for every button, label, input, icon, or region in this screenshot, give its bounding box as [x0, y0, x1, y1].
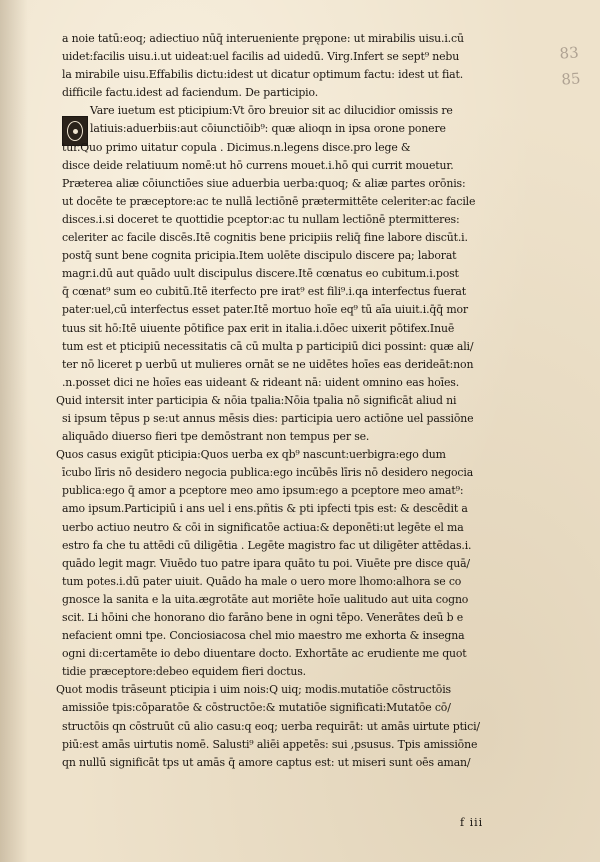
- text-line: uidet:facilis uisu.i.ut uideat:uel facilis ad uidedū. Virg.Infert se sept⁹ nebu: [62, 50, 460, 64]
- text-line: Quid intersit inter participia & nōia tpalia:Nōia tpalia nō significāt aliud ni: [56, 393, 457, 407]
- text-line: tidie præceptore:debeo equidem fieri doctus.: [62, 665, 306, 679]
- text-line: la mirabile uisu.Effabilis dictu:idest ut dicatur optimum factu: idest ut fiat.: [62, 68, 464, 82]
- text-line: Præterea aliæ cōiunctiōes siue aduerbia uerba:quoq; & aliæ partes orōnis:: [62, 176, 466, 190]
- text-line: disces.i.si doceret te quottidie pceptor:ac tu nullam lectiōnē ptermitteres:: [62, 212, 460, 226]
- handwritten-page-numbers: [548, 39, 592, 94]
- text-line: īcubo līris nō desidero negocia publica:ego incūbēs līris nō desidero negocia: [62, 466, 474, 480]
- text-line: q̄ cœnat⁹ sum eo cubitū.Itē iterfecto pre irat⁹ est fili⁹.i.qa interfectus fuerat: [62, 285, 466, 299]
- text-line: uerbo actiuo neutro & cōi in significatōe actiua:& deponēti:ut legēte el ma: [62, 520, 464, 534]
- text-line: ogni di:certamēte io debo diuentare docto. Exhortāte ac erudiente me quot: [62, 647, 467, 661]
- text-line: tum est et pticipiū necessitatis cā cū multa p participiū dici possint: quæ ali/: [62, 339, 474, 353]
- text-line: Vare iuetum est pticipium:Vt ōro breuior sit ac dilucidior omissis re: [90, 104, 453, 118]
- text-line: difficile factu.idest ad faciendum. De participio.: [62, 86, 319, 100]
- text-line: Quos casus exigūt pticipia:Quos uerba ex qb⁹ nascunt:uerbigra:ego dum: [56, 448, 446, 462]
- text-line: si ipsum tēpus p se:ut annus mēsis dies: participia uero actiōne uel passiōne: [62, 411, 474, 425]
- text-line: qn nullū significāt tps ut amās q̄ amore captus est: ut miseri sunt oēs aman/: [62, 755, 471, 769]
- text-line: magr.i.dū aut quādo uult discipulus discere.Itē cœnatus eo cubitum.i.post: [62, 267, 459, 281]
- text-line: .n.posset dici ne hoīes eas uideant & rideant nā: uident omnino eas hoīes.: [62, 375, 460, 389]
- text-line: ter nō liceret p uerbū ut mulieres ornāt se ne uidētes hoīes eas derideāt:non: [62, 357, 474, 371]
- text-line: tur.Quo primo uitatur copula . Dicimus.n.legens disce.pro lege &: [62, 140, 411, 154]
- text-line: tum potes.i.dū pater uiuit. Quādo ha male o uero more lhomo:alhora se co: [62, 574, 462, 588]
- text-line: a noie tatū:eoq; adiectiuo nūq̄ interueniente prępone: ut mirabilis uisu.i.cū: [62, 32, 464, 45]
- text-line: aliquādo diuerso fieri tpe demōstrant non tempus per se.: [62, 430, 370, 444]
- text-line: amo ipsum.Participiū i ans uel i ens.pñtis & pti ipfecti tpis est: & descēdit a: [62, 502, 468, 516]
- text-line: celeriter ac facile discēs.Itē cognitis bene pricipiis reliq̄ fine labore discūt.i.: [62, 231, 468, 245]
- text-line: structōis qn cōstruūt cū alio casu:q eoq; uerba requirāt: ut amās uirtute ptici/: [62, 719, 480, 733]
- text-line: scit. Li hōini che honorano dio farāno bene in ogni tēpo. Venerātes deū b e: [62, 611, 464, 624]
- text-line: gnosce la sanita e la uita.ægrotāte aut moriēte hoīe ualitudo aut uita cogno: [62, 592, 469, 606]
- latin-text-body: [56, 30, 540, 772]
- text-line: piū:est amās uirtutis nomē. Salusti⁹ aliēi appetēs: sui ,psusus. Tpis amissiōne: [62, 737, 478, 751]
- text-line: disce deide relatiuum nomē:ut hō currens mouet.i.hō qui currit mouetur.: [62, 158, 454, 172]
- text-line: ut docēte te præceptore:ac te nullā lectiōnē prætermittēte celeriter:ac facile: [62, 194, 476, 208]
- text-line: tuus sit hō:Itē uiuente pōtifice pax erit in italia.i.dōec uixerit pōtifex.Inuē: [62, 321, 455, 335]
- text-line: estro fa che tu attēdi cū diligētia . Legēte magistro fac ut diligēter attēdas.i.: [62, 538, 472, 552]
- marginal-note: 83: [558, 43, 580, 63]
- text-line: nefacient omni tpe. Conciosiacosa chel mio maestro me exhorta & insegna: [62, 629, 465, 643]
- text-line: publica:ego q̄ amor a pceptore meo amo ipsum:ego a pceptore meo amat⁹:: [62, 484, 464, 498]
- text-line: quādo legit magr. Viuēdo tuo patre ipara quāto tu poi. Viuēte pre disce quā/: [62, 556, 470, 570]
- text-line: amissiōe tpis:cōparatōe & cōstructōe:& mutatiōe significati:Mutatōe cō/: [62, 701, 451, 715]
- binding-shadow: [0, 0, 28, 862]
- marginal-note: 85: [560, 69, 582, 89]
- text-line: Quot modis trāseunt pticipia i uim nois:Q uiq; modis.mutatiōe cōstructōis: [56, 683, 451, 697]
- text-line: postq̄ sunt bene cognita pricipia.Item uolēte discipulo discere pa; laborat: [62, 249, 457, 263]
- signature-mark: f iii: [460, 816, 484, 829]
- text-line: latiuis:aduerbiis:aut cōiunctiōib⁹: quæ alioqn in ipsa orone ponere: [90, 122, 446, 136]
- text-line: pater:uel,cū interfectus esset pater.Itē mortuo hoīe eq⁹ tū aīa uiuit.i.q̄q̄ mor: [62, 303, 468, 317]
